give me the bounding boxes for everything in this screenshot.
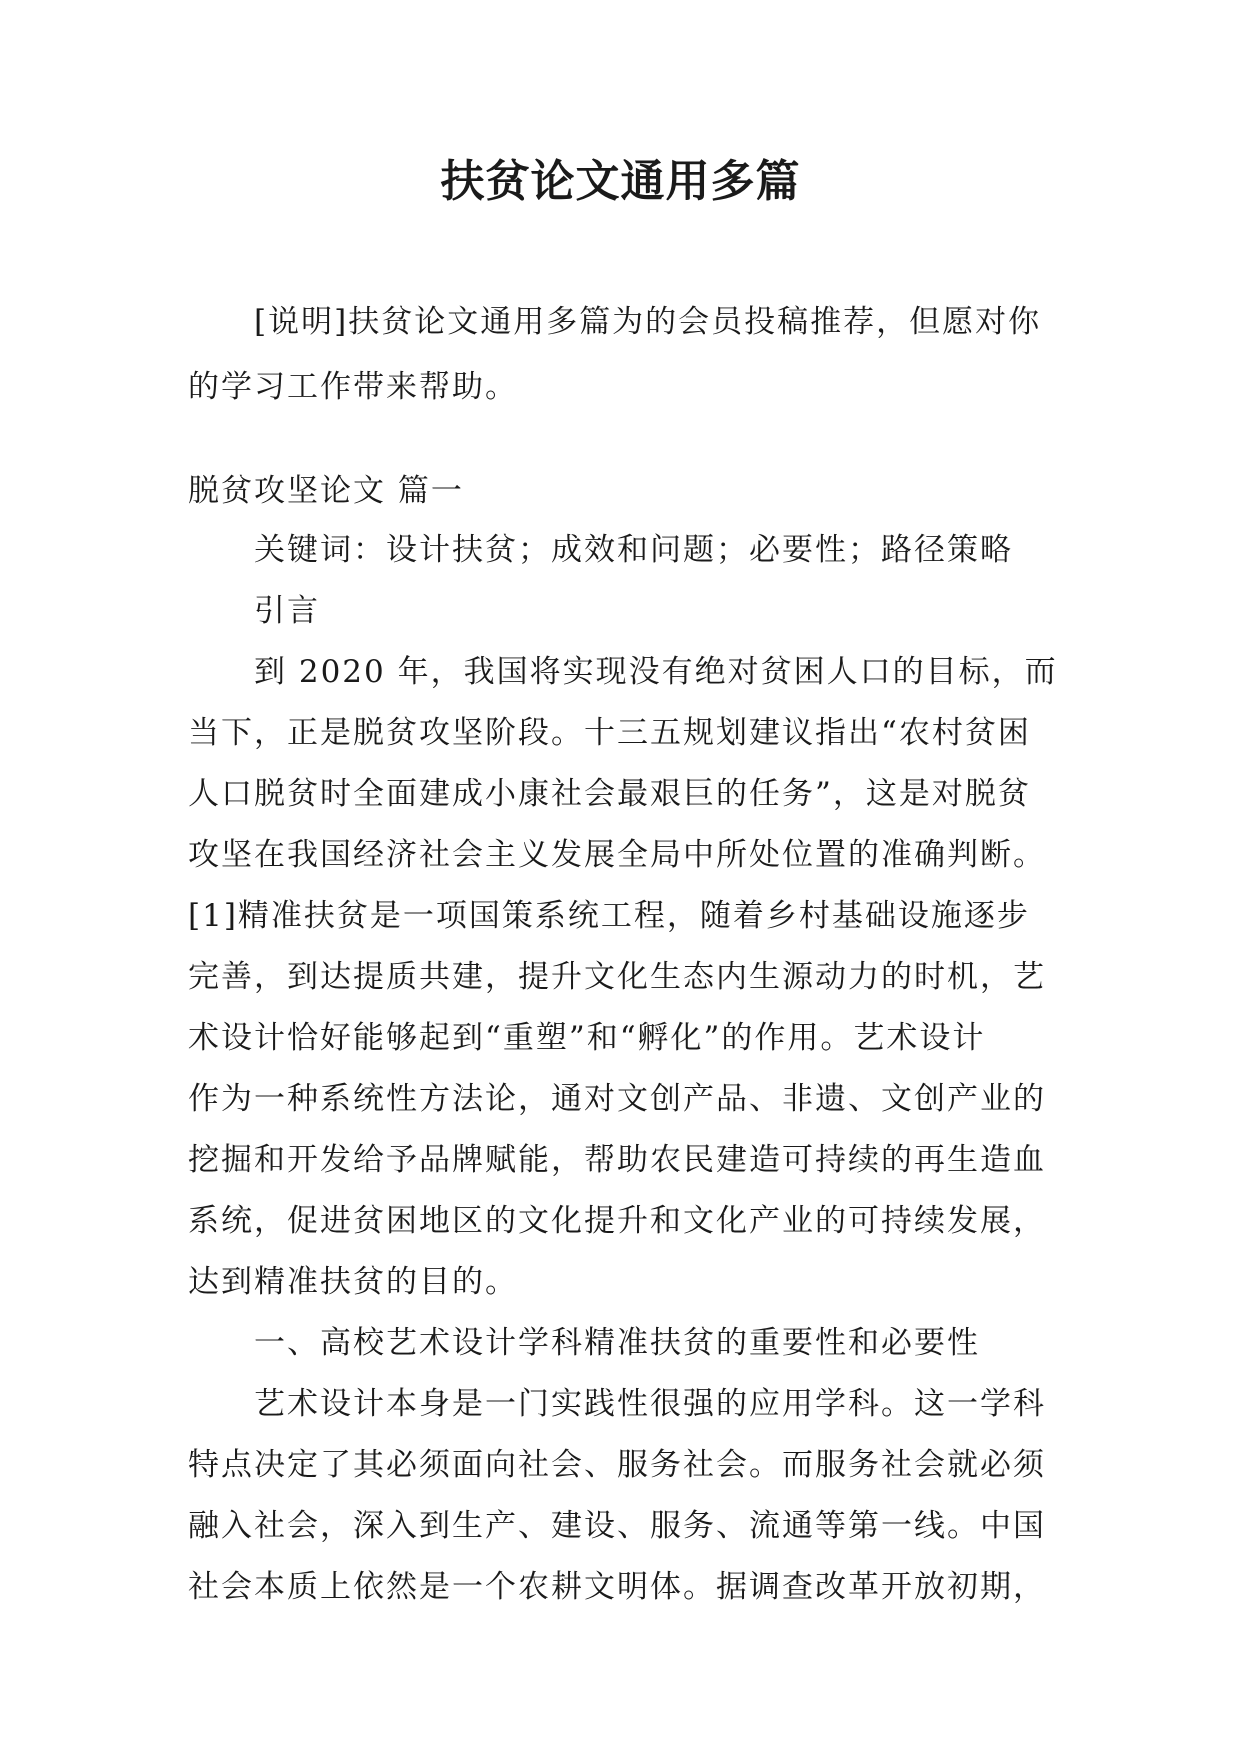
paragraph-line: 完善，到达提质共建，提升文化生态内生源动力的时机，艺 [188,959,1046,995]
paragraph-line: 人口脱贫时全面建成小康社会最艰巨的任务”，这是对脱贫 [188,776,1031,812]
note-line: [说明]扶贫论文通用多篇为的会员投稿推荐，但愿对你 [254,304,1042,340]
paragraph-line: 挖掘和开发给予品牌赋能，帮助农民建造可持续的再生造血 [188,1142,1046,1178]
paragraph-line: 攻坚在我国经济社会主义发展全局中所处位置的准确判断。 [188,837,1046,873]
paragraph-line: 艺术设计本身是一门实践性很强的应用学科。这一学科 [254,1386,1046,1422]
section-heading: 脱贫攻坚论文 篇一 [188,473,464,509]
paragraph-line: 融入社会，深入到生产、建设、服务、流通等第一线。中国 [188,1508,1046,1544]
keywords-line: 关键词：设计扶贫；成效和问题；必要性；路径策略 [254,532,1013,568]
note-line: 的学习工作带来帮助。 [188,369,518,405]
paragraph-line: 社会本质上依然是一个农耕文明体。据调查改革开放初期， [188,1569,1046,1605]
paragraph-line: 当下，正是脱贫攻坚阶段。十三五规划建议指出“农村贫困 [188,715,1031,751]
document-title: 扶贫论文通用多篇 [440,156,801,207]
article-body [188,520,1058,1618]
intro-heading: 引言 [254,593,320,629]
paragraph-line: 作为一种系统性方法论，通对文创产品、非遗、文创产业的 [188,1081,1046,1117]
paragraph-2 [188,1374,1058,1618]
explanatory-note [188,290,1058,420]
paragraph-line: 系统，促进贫困地区的文化提升和文化产业的可持续发展， [188,1203,1046,1239]
paragraph-line: 术设计恰好能够起到“重塑”和“孵化”的作用。艺术设计 [188,1020,986,1056]
paragraph-line: 到 2020 年，我国将实现没有绝对贫困人口的目标，而 [254,654,1058,690]
paragraph-1 [188,642,1058,1313]
paragraph-line: 达到精准扶贫的目的。 [188,1264,518,1300]
paragraph-line: 特点决定了其必须面向社会、服务社会。而服务社会就必须 [188,1447,1046,1483]
paragraph-line: [1]精准扶贫是一项国策系统工程，随着乡村基础设施逐步 [188,898,1030,934]
subheading-1: 一、高校艺术设计学科精准扶贫的重要性和必要性 [254,1325,980,1361]
